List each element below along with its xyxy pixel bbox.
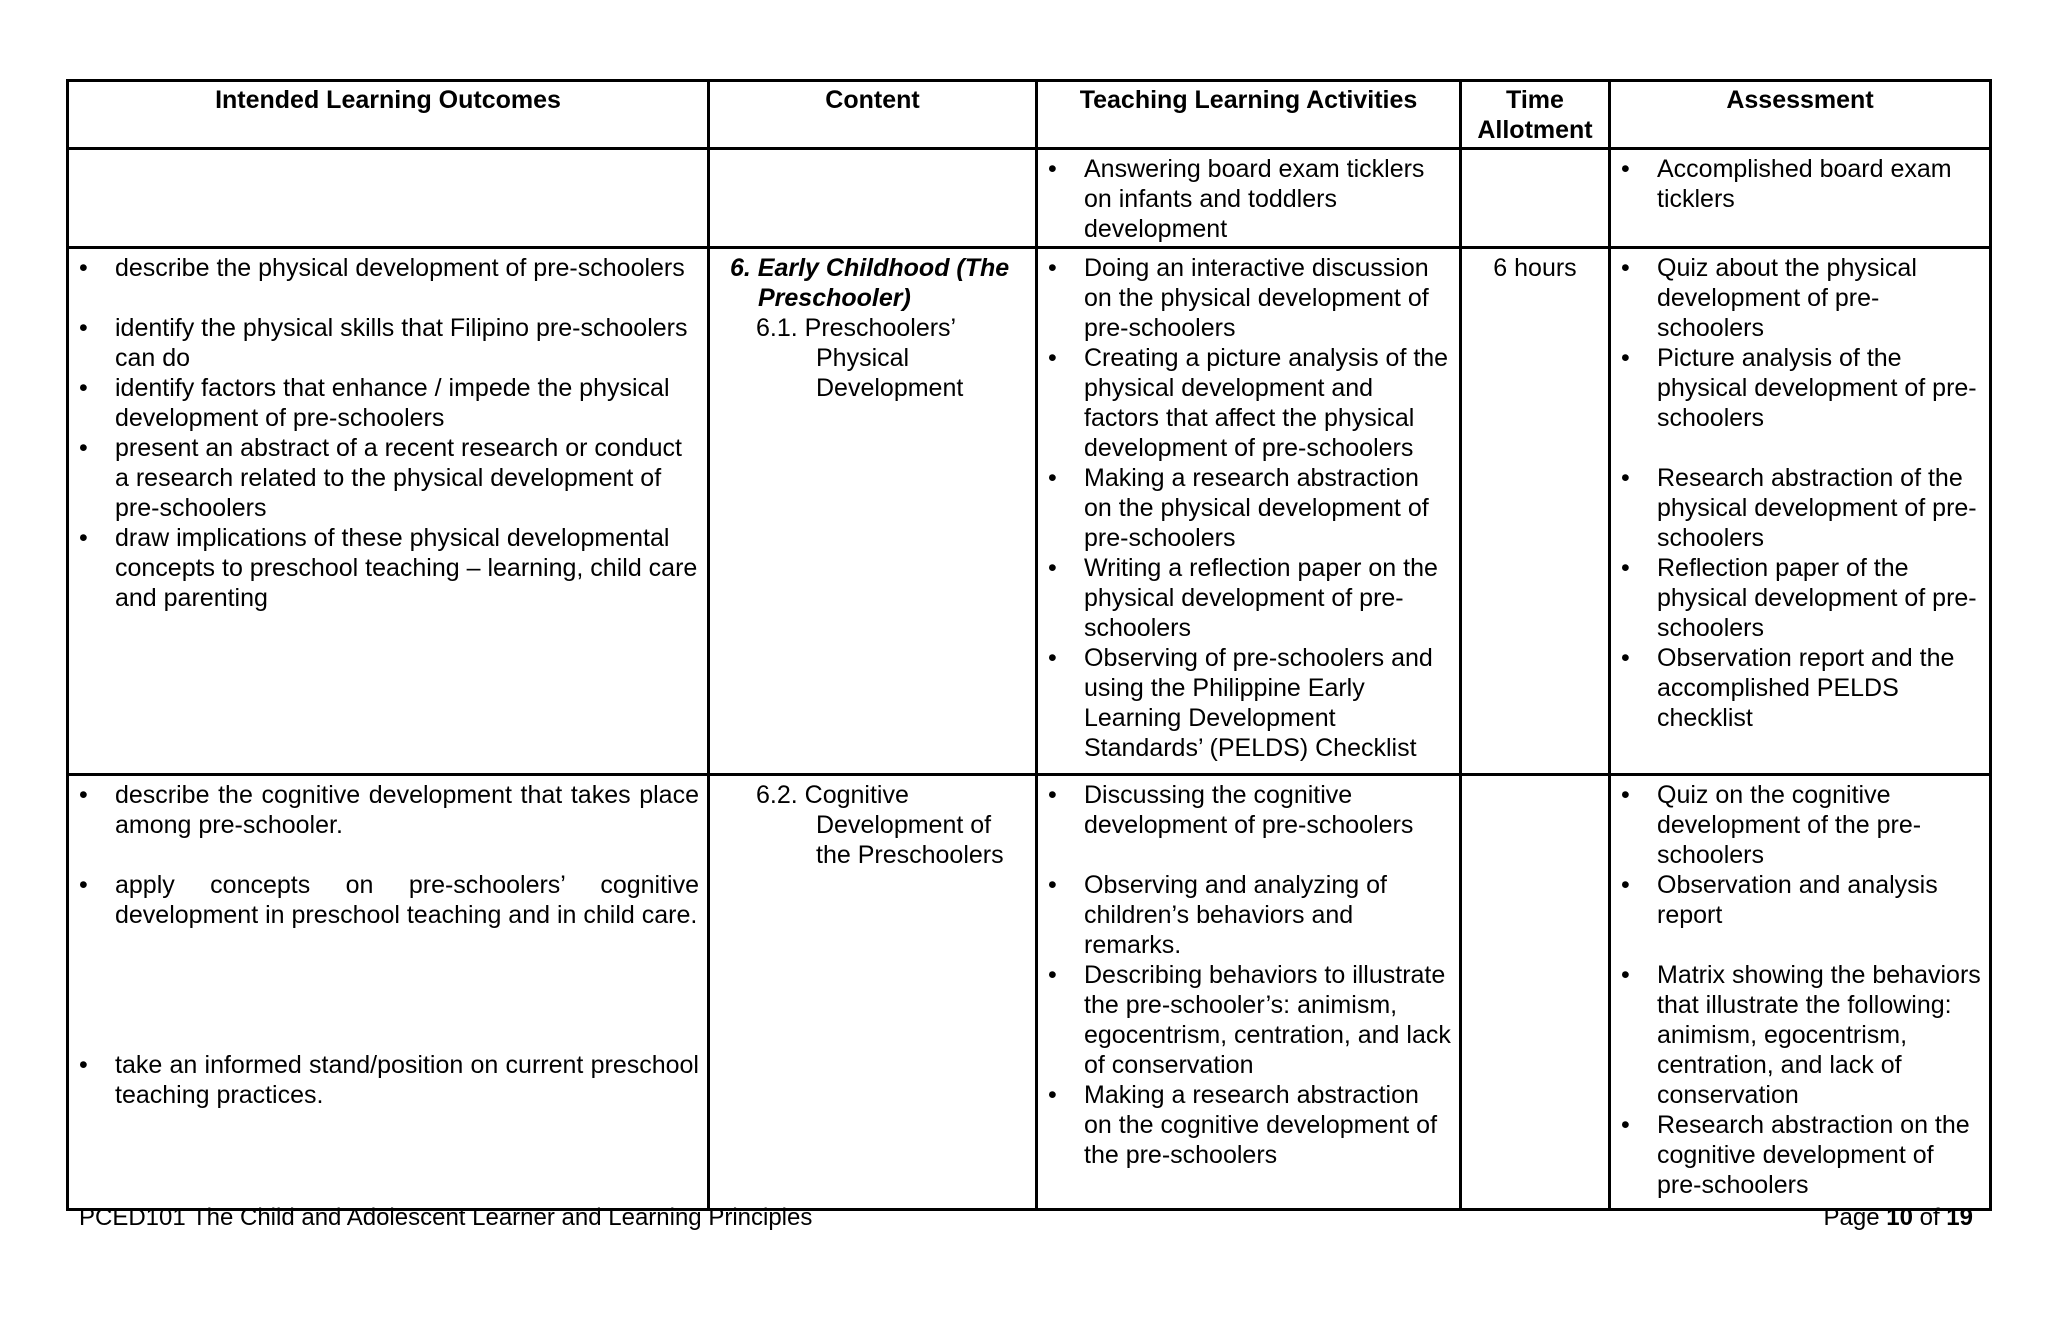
header-outcomes: Intended Learning Outcomes	[68, 81, 709, 149]
activities-cell	[1037, 775, 1461, 1210]
time-cell	[1461, 149, 1610, 248]
list-item: • Writing a reflection paper on the physical development of pre-schoolers	[1046, 553, 1451, 643]
list-item: • Quiz about the physical development of pre-schoolers	[1619, 253, 1981, 343]
list-item: • present an abstract of a recent research or conduct a research related to the physical development of pre-schoolers	[77, 433, 699, 523]
list-item: • take an informed stand/position on current preschool teaching practices.	[77, 1050, 699, 1110]
list-item: • apply concepts on pre-schoolers’ cognitive development in preschool teaching and in child care.	[77, 870, 699, 930]
list-item: • Creating a picture analysis of the physical development and factors that affect the physical development of pre-schoolers	[1046, 343, 1451, 463]
table-row	[68, 149, 1991, 248]
header-assessment: Assessment	[1610, 81, 1991, 149]
outcomes-cell	[68, 248, 709, 775]
list-item: • Observation report and the accomplished PELDS checklist	[1619, 643, 1981, 733]
list-item: • Quiz on the cognitive development of the pre-schoolers	[1619, 780, 1981, 870]
content-cell	[709, 775, 1037, 1210]
outcomes-cell	[68, 775, 709, 1210]
subtopic-title: 6.2. Cognitive Development of the Preschoolers	[756, 781, 1004, 869]
page-footer	[79, 1204, 1973, 1232]
page-current: 10	[1886, 1204, 1913, 1231]
list-item: • Research abstraction on the cognitive development of pre-schoolers	[1619, 1110, 1981, 1200]
course-title: PCED101 The Child and Adolescent Learner and Learning Principles	[79, 1204, 813, 1231]
list-item: • Describing behaviors to illustrate the pre-schooler’s: animism, egocentrism, centration, and lack of conservation	[1046, 960, 1451, 1080]
list-item: • Accomplished board exam ticklers	[1619, 154, 1981, 214]
list-item: • Answering board exam ticklers on infants and toddlers development	[1046, 154, 1451, 244]
assessment-cell	[1610, 149, 1991, 248]
list-item: • Research abstraction of the physical development of pre-schoolers	[1619, 463, 1981, 553]
list-item: • Making a research abstraction on the cognitive development of the pre-schoolers	[1046, 1080, 1451, 1170]
activities-cell	[1037, 149, 1461, 248]
list-item: • Discussing the cognitive development of pre-schoolers	[1046, 780, 1451, 840]
outcomes-cell	[68, 149, 709, 248]
list-item: • Observing of pre-schoolers and using the Philippine Early Learning Development Standards’ (PELDS) Checklist	[1046, 643, 1451, 763]
assessment-cell	[1610, 248, 1991, 775]
list-item: • Making a research abstraction on the physical development of pre-schoolers	[1046, 463, 1451, 553]
content-cell	[709, 248, 1037, 775]
page-number	[1824, 1204, 1974, 1232]
content-cell	[709, 149, 1037, 248]
list-item: • Observation and analysis report	[1619, 870, 1981, 930]
page-total: 19	[1946, 1204, 1973, 1231]
header-row	[68, 81, 1991, 149]
list-item: • Doing an interactive discussion on the physical development of pre-schoolers	[1046, 253, 1451, 343]
header-content: Content	[709, 81, 1037, 149]
activities-cell	[1037, 248, 1461, 775]
topic-title: 6. Early Childhood (The Preschooler)	[730, 254, 1010, 312]
list-item: • identify factors that enhance / impede the physical development of pre-schoolers	[77, 373, 699, 433]
page-of: of	[1919, 1204, 1940, 1231]
list-item: • describe the physical development of pre-schoolers	[77, 253, 699, 283]
list-item: • Matrix showing the behaviors that illustrate the following: animism, egocentrism, centration, and lack of conservation	[1619, 960, 1981, 1110]
header-time: Time Allotment	[1461, 81, 1610, 149]
table-row	[68, 248, 1991, 775]
list-item: • Reflection paper of the physical development of pre-schoolers	[1619, 553, 1981, 643]
syllabus-table	[66, 79, 1992, 1211]
table-row	[68, 775, 1991, 1210]
list-item: • Picture analysis of the physical development of pre-schoolers	[1619, 343, 1981, 433]
list-item: • describe the cognitive development that takes place among pre-schooler.	[77, 780, 699, 840]
time-cell	[1461, 775, 1610, 1210]
list-item: • identify the physical skills that Filipino pre-schoolers can do	[77, 313, 699, 373]
page-prefix: Page	[1823, 1204, 1880, 1231]
list-item: • Observing and analyzing of children’s behaviors and remarks.	[1046, 870, 1451, 960]
subtopic-title: 6.1. Preschoolers’ Physical Development	[756, 314, 964, 402]
assessment-cell	[1610, 775, 1991, 1210]
time-cell: 6 hours	[1461, 248, 1610, 775]
header-activities: Teaching Learning Activities	[1037, 81, 1461, 149]
list-item: • draw implications of these physical developmental concepts to preschool teaching – learning, child care and parenting	[77, 523, 699, 613]
